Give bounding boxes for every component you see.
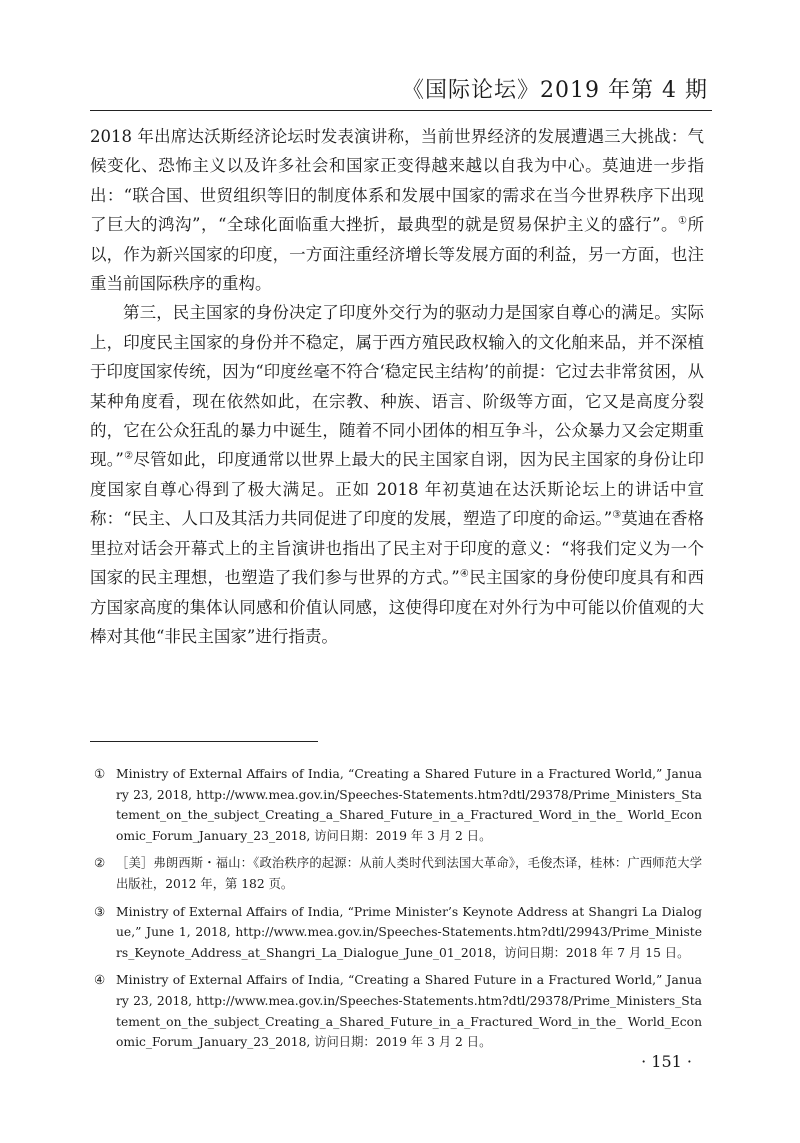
footnote-marker: ② xyxy=(94,856,106,871)
footnote-item xyxy=(90,764,702,846)
body-text-segment: 尽管如此，印度通常以世界上最大的民主国家自诩，因为民主国家的身份让印度国家自尊心得到了极大满足。正如 2018 年初莫迪在达沃斯论坛上的讲话中宣称：“民主、人口及其活力共同促进了印度的发展，塑造了印度的命运。” xyxy=(90,450,705,529)
body-text-segment: 莫迪在香格里拉对话会开幕式上的主旨演讲也指出了民主对于印度的意义：“将我们定义为一个国家的民主理想，也塑造了我们参与世界的方式。” xyxy=(90,509,705,588)
footnote-text: ［美］弗朗西斯・福山：《政治秩序的起源：从前人类时代到法国大革命》，毛俊杰译，桂林：广西师范大学出版社，2012 年，第 182 页。 xyxy=(116,856,702,891)
footnote-item xyxy=(90,902,702,964)
journal-title: 《国际论坛》2019 年第 4 期 xyxy=(402,78,708,103)
footnote-ref[interactable]: ② xyxy=(123,450,134,462)
footnotes xyxy=(90,764,702,1060)
footnote-rule xyxy=(90,741,318,742)
body-text-segment: 2018 年出席达沃斯经济论坛时发表演讲称，当前世界经济的发展遭遇三大挑战：气候变化、恐怖主义以及许多社会和国家正变得越来越以自我为中心。莫迪进一步指出：“联合国、世贸组织等旧的制度体系和发展中国家的需求在当今世界秩序下出现了巨大的鸿沟”，“全球化面临重大挫折，最典型的就是贸易保护主义的盛行”。 xyxy=(90,127,704,235)
footnote-ref[interactable]: ① xyxy=(678,215,688,227)
footnote-item xyxy=(90,853,702,894)
footnote-text: Ministry of External Affairs of India, “Prime Minister’s Keynote Address at Shangri La Dialogue,” June 1, 2018, http://www.mea.gov.in/Speeches-Statements.htm?dtl/29943/Prime_Ministers_Keynote_Address_at_Shangri_La_Dialogue_June_01_2018，访问日期：2018 年 7 月 15 日。 xyxy=(116,904,702,960)
body-paragraph xyxy=(90,298,704,651)
footnote-marker: ① xyxy=(94,767,106,781)
footnote-text: Ministry of External Affairs of India, “Creating a Shared Future in a Fractured World,” January 23, 2018, http://www.mea.gov.in/Speeches-Statements.htm?dtl/29378/Prime_Ministers_Statement_on_the_subject_Creating_a_Shared_Future_in_a_Fractured_Word_in_the_ World_Economic_Forum_January_23_2018, 访问日期：2019 年 3 月 2 日。 xyxy=(116,767,702,843)
body-text-segment: 第三，民主国家的身份决定了印度外交行为的驱动力是国家自尊心的满足。实际上，印度民主国家的身份并不稳定，属于西方殖民政权输入的文化舶来品，并不深植于印度国家传统，因为“印度丝毫不符合‘稳定民主结构’的前提：它过去非常贫困，从某种角度看，现在依然如此，在宗教、种族、语言、阶级等方面，它又是高度分裂的，它在公众狂乱的暴力中诞生，随着不同小团体的相互争斗，公众暴力又会定期重现。” xyxy=(90,303,704,470)
body-text-segment: 所以，作为新兴国家的印度，一方面注重经济增长等发展方面的利益，另一方面，也注重当前国际秩序的重构。 xyxy=(90,215,705,294)
main-body xyxy=(90,122,704,651)
body-paragraph xyxy=(90,122,704,298)
page-number: · 151 · xyxy=(641,1052,692,1071)
footnote-text: Ministry of External Affairs of India, “Creating a Shared Future in a Fractured World,” January 23, 2018, http://www.mea.gov.in/Speeches-Statements.htm?dtl/29378/Prime_Ministers_Statement_on_the_subject_Creating_a_Shared_Future_in_a_Fractured_Word_in_the_ World_Economic_Forum_January_23_2018, 访问日期：2019 年 3 月 2 日。 xyxy=(116,973,702,1050)
header-rule xyxy=(90,110,712,111)
footnote-marker: ③ xyxy=(94,904,106,919)
body-text-segment: 民主国家的身份使印度具有和西方国家高度的集体认同感和价值认同感，这使得印度在对外行为中可能以价值观的大棒对其他“非民主国家”进行指责。 xyxy=(90,568,705,646)
footnote-ref[interactable]: ③ xyxy=(612,509,622,521)
footnote-marker: ④ xyxy=(94,973,106,988)
footnote-item xyxy=(90,970,702,1052)
footnote-ref[interactable]: ④ xyxy=(459,568,470,580)
